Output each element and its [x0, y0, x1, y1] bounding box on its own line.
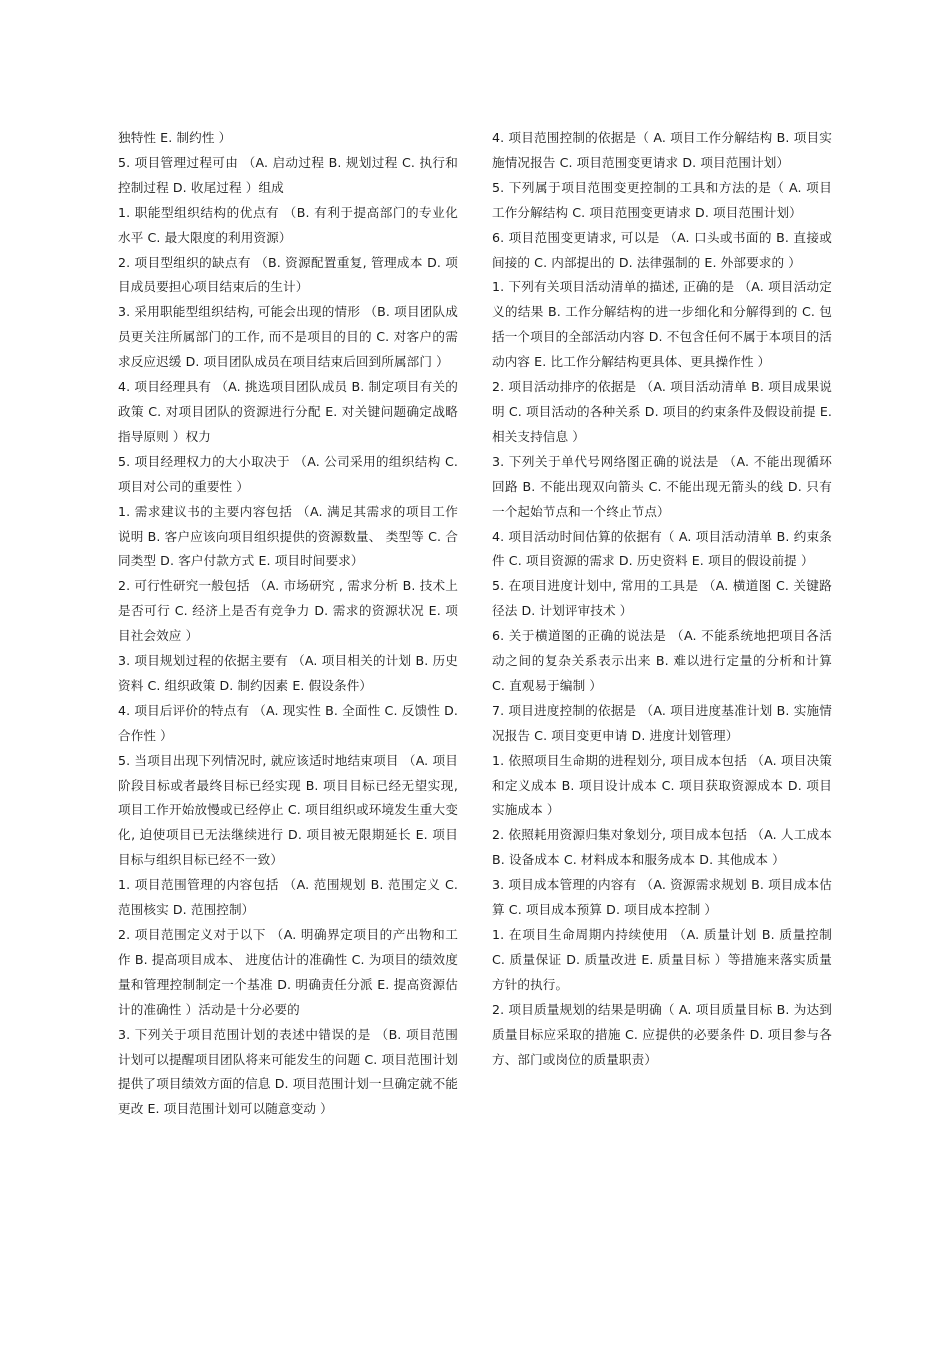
question-item: 4. 项目经理具有 （A. 挑选项目团队成员 B. 制定项目有关的政策 C. 对项目团队的资源进行分配 E. 对关键问题确定战略指导原则 ）权力 — [118, 379, 458, 444]
question-item: 4. 项目范围控制的依据是（ A. 项目工作分解结构 B. 项目实施情况报告 C. 项目范围变更请求 D. 项目范围计划） — [492, 130, 832, 170]
question-item: 2. 项目范围定义对于以下 （A. 明确界定项目的产出物和工作 B. 提高项目成本、 进度估计的准确性 C. 为项目的绩效度量和管理控制制定一个基准 D. 明确责任分派 E. 提高资源估计的准确性 ）活动是十分必要的 — [118, 927, 458, 1017]
question-item: 7. 项目进度控制的依据是 （A. 项目进度基准计划 B. 实施情况报告 C. 项目变更申请 D. 进度计划管理） — [492, 702, 832, 743]
question-item: 2. 项目活动排序的依据是 （A. 项目活动清单 B. 项目成果说明 C. 项目活动的各种关系 D. 项目的约束条件及假设前提 E. 相关支持信息 ） — [492, 379, 832, 444]
question-item: 3. 项目成本管理的内容有 （A. 资源需求规划 B. 项目成本估算 C. 项目成本预算 D. 项目成本控制 ） — [492, 877, 832, 918]
question-item: 4. 项目后评价的特点有 （A. 现实性 B. 全面性 C. 反馈性 D. 合作性 ） — [118, 702, 458, 743]
question-item: 5. 项目管理过程可由 （A. 启动过程 B. 规划过程 C. 执行和控制过程 D. 收尾过程 ）组成 — [118, 154, 458, 195]
question-item: 1. 下列有关项目活动清单的描述, 正确的是 （A. 项目活动定义的结果 B. 工作分解结构的进一步细化和分解得到的 C. 包括一个项目的全部活动内容 D. 不包含任何不属于本项目的活动内容 E. 比工作分解结构更具体、更具操作性 ） — [492, 279, 832, 370]
question-item: 5. 在项目进度计划中, 常用的工具是 （A. 横道图 C. 关键路径法 D. 计划评审技术 ） — [492, 578, 832, 619]
question-item: 3. 下列关于项目范围计划的表述中错误的是 （B. 项目范围计划可以提醒项目团队将来可能发生的问题 C. 项目范围计划提供了项目绩效方面的信息 D. 项目范围计划一旦确定就不能更改 E. 项目范围计划可以随意变动 ） — [118, 1026, 458, 1117]
question-item: 4. 项目活动时间估算的依据有（ A. 项目活动清单 B. 约束条件 C. 项目资源的需求 D. 历史资料 E. 项目的假设前提 ） — [492, 528, 832, 569]
right-column — [492, 126, 832, 1072]
question-item: 1. 依照项目生命期的进程划分, 项目成本包括 （A. 项目决策和定义成本 B. 项目设计成本 C. 项目获取资源成本 D. 项目实施成本 ） — [492, 752, 832, 818]
question-item: 5. 项目经理权力的大小取决于 （A. 公司采用的组织结构 C. 项目对公司的重要性 ） — [118, 453, 458, 494]
question-item: 5. 下列属于项目范围变更控制的工具和方法的是（ A. 项目工作分解结构 C. 项目范围变更请求 D. 项目范围计划） — [492, 179, 832, 220]
question-item: 3. 项目规划过程的依据主要有 （A. 项目相关的计划 B. 历史资料 C. 组织政策 D. 制约因素 E. 假设条件） — [118, 653, 458, 693]
question-item: 6. 项目范围变更请求, 可以是 （A. 口头或书面的 B. 直接或间接的 C. 内部提出的 D. 法律强制的 E. 外部要求的 ） — [492, 229, 832, 270]
question-item: 5. 当项目出现下列情况时, 就应该适时地结束项目 （A. 项目阶段目标或者最终目标已经实现 B. 项目目标已经无望实现, 项目工作开始放慢或已经停止 C. 项目组织或环境发生重大变化, 迫使项目已无法继续进行 D. 项目被无限期延长 E. 项目目标与组织目标已经不一致） — [118, 752, 458, 868]
left-column — [118, 126, 458, 1122]
question-item: 1. 需求建议书的主要内容包括 （A. 满足其需求的项目工作说明 B. 客户应该向项目组织提供的资源数量、 类型等 C. 合同类型 D. 客户付款方式 E. 项目时间要求） — [118, 503, 458, 569]
question-item: 1. 项目范围管理的内容包括 （A. 范围规划 B. 范围定义 C. 范围核实 D. 范围控制） — [118, 877, 458, 918]
question-item: 6. 关于横道图的正确的说法是 （A. 不能系统地把项目各活动之间的复杂关系表示出来 B. 难以进行定量的分析和计算 C. 直观易于编制 ） — [492, 628, 832, 693]
question-item: 1. 在项目生命周期内持续使用 （A. 质量计划 B. 质量控制 C. 质量保证 D. 质量改进 E. 质量目标 ）等措施来落实质量方针的执行。 — [492, 927, 832, 992]
question-item: 2. 项目型组织的缺点有 （B. 资源配置重复, 管理成本 D. 项目成员要担心项目结束后的生计） — [118, 254, 458, 295]
question-item: 3. 下列关于单代号网络图正确的说法是 （A. 不能出现循环回路 B. 不能出现双向箭头 C. 不能出现无箭头的线 D. 只有一个起始节点和一个终止节点） — [492, 453, 832, 519]
question-item: 3. 采用职能型组织结构, 可能会出现的情形 （B. 项目团队成员更关注所属部门的工作, 而不是项目的目的 C. 对客户的需求反应迟缓 D. 项目团队成员在项目结束后回到所属部门 ） — [118, 304, 458, 370]
question-item: 2. 项目质量规划的结果是明确（ A. 项目质量目标 B. 为达到质量目标应采取的措施 C. 应提供的必要条件 D. 项目参与各方、部门或岗位的质量职责） — [492, 1001, 832, 1067]
question-item: 独特性 E. 制约性 ） — [118, 130, 232, 145]
question-item: 2. 可行性研究一般包括 （A. 市场研究 , 需求分析 B. 技术上是否可行 C. 经济上是否有竞争力 D. 需求的资源状况 E. 项目社会效应 ） — [118, 578, 458, 644]
question-item: 2. 依照耗用资源归集对象划分, 项目成本包括 （A. 人工成本 B. 设备成本 C. 材料成本和服务成本 D. 其他成本 ） — [492, 827, 832, 868]
question-item: 1. 职能型组织结构的优点有 （B. 有利于提高部门的专业化水平 C. 最大限度的利用资源） — [118, 204, 458, 245]
